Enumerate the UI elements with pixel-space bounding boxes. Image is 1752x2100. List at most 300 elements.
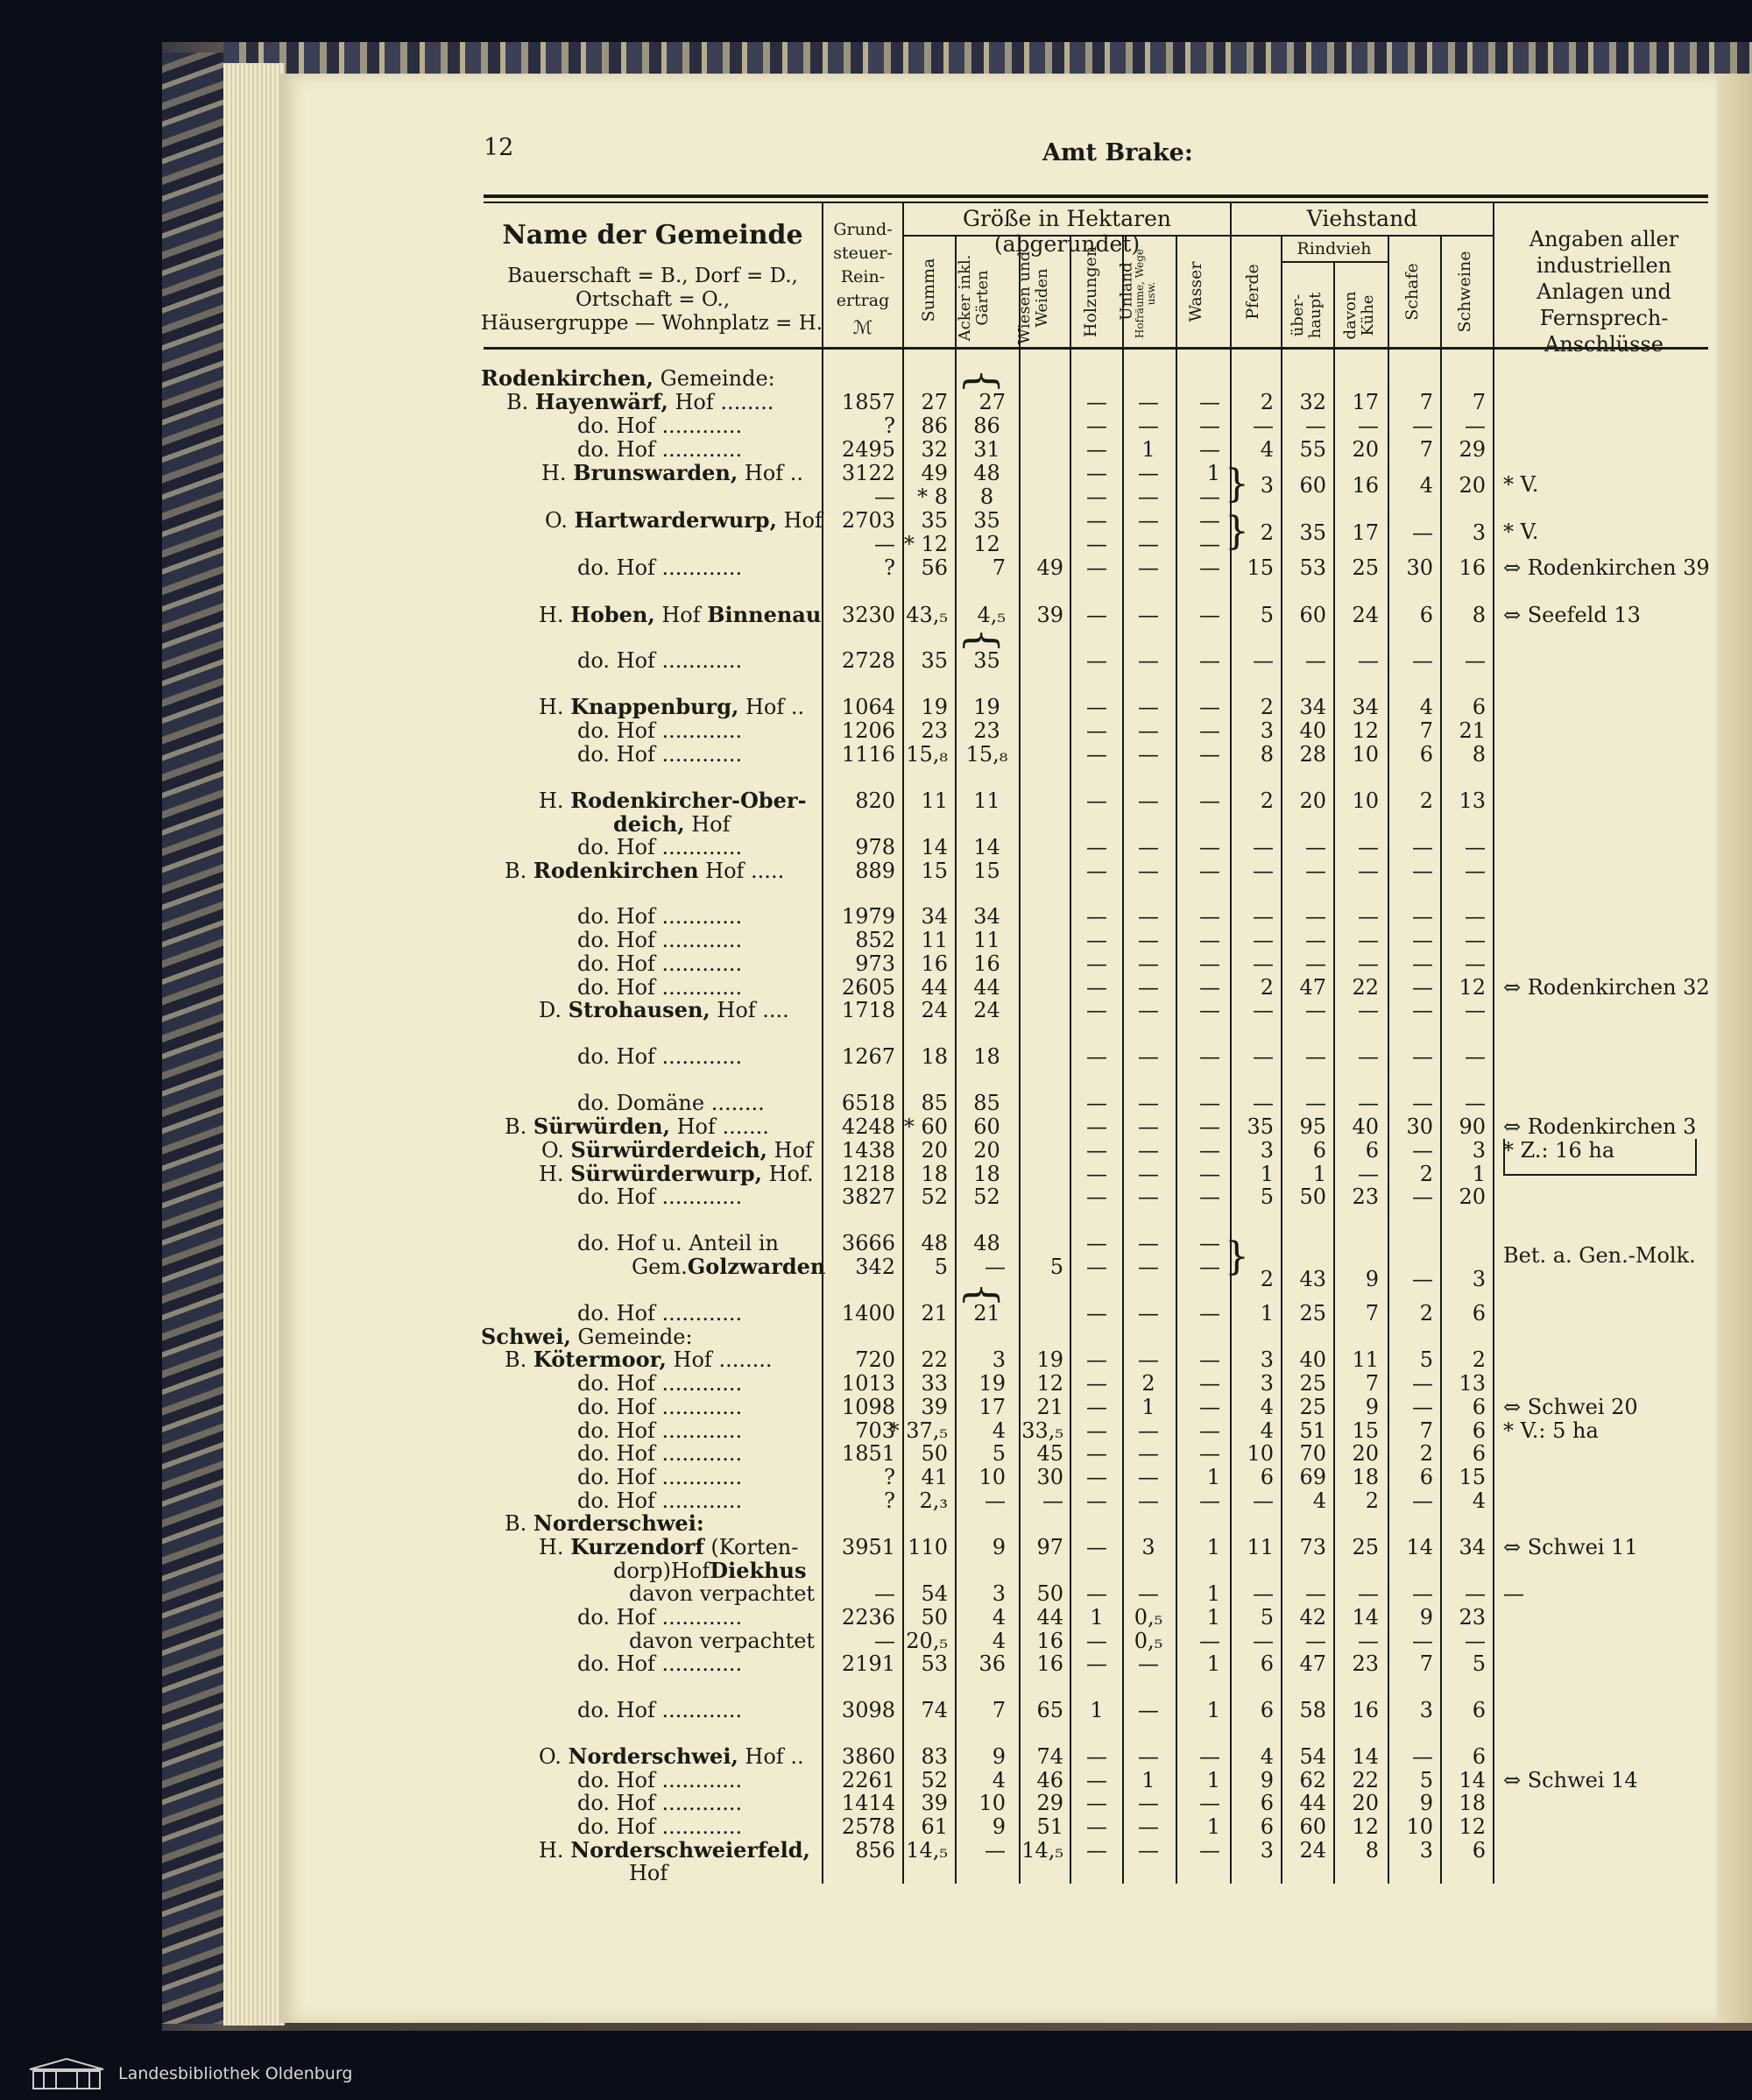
cell-acker: 9 bbox=[992, 1814, 1006, 1839]
cell-summa: 15 bbox=[921, 859, 948, 883]
cell-holzungen: — bbox=[1086, 437, 1107, 462]
cell-schafe: 3 bbox=[1419, 1698, 1433, 1722]
row-name-part: Gem. bbox=[632, 1255, 688, 1279]
row-name-part: deich, bbox=[613, 811, 685, 837]
header-unland: Unland bbox=[1117, 262, 1136, 321]
cell-kuehe: — bbox=[1358, 1629, 1379, 1653]
row-name-part: B. bbox=[506, 390, 535, 414]
cell-grundsteuer: 1013 bbox=[841, 1371, 895, 1396]
cell-acker: 4 bbox=[992, 1629, 1006, 1653]
cell-pferde: — bbox=[1253, 835, 1274, 859]
cell-schweine: 13 bbox=[1459, 1371, 1486, 1396]
row-name-part: do. Hof ............ bbox=[577, 1044, 743, 1069]
cell-kuehe: 7 bbox=[1365, 1301, 1379, 1326]
cell-pferde: — bbox=[1253, 951, 1274, 976]
row-name-28 bbox=[577, 1185, 742, 1208]
header-acker: Acker inkl. Gärten bbox=[956, 254, 992, 342]
brace-golzwarden: } bbox=[1225, 1234, 1249, 1279]
cell-wasser: — bbox=[1199, 1114, 1220, 1139]
cell-summa: 49 bbox=[921, 461, 948, 485]
row-name-part: H. bbox=[541, 461, 574, 485]
cell-pferde: 3 bbox=[1260, 718, 1274, 743]
cell-summa: 39 bbox=[921, 1395, 948, 1419]
row-name-part: do. Hof ............ bbox=[577, 1441, 743, 1466]
cell-pferde: 8 bbox=[1260, 742, 1274, 767]
cell-kuehe: 20 bbox=[1352, 1791, 1379, 1815]
cell-unland: — bbox=[1138, 835, 1159, 859]
cell-grundsteuer: 889 bbox=[855, 859, 895, 883]
cell-pferde: 3 bbox=[1260, 1838, 1274, 1863]
cell-summa: 15,₈ bbox=[906, 742, 948, 767]
cell-holzungen: — bbox=[1086, 1347, 1107, 1372]
row-name-part: Hayenwärf, bbox=[534, 389, 668, 414]
header-schweine: Schweine bbox=[1455, 251, 1474, 333]
cell-grundsteuer: 1438 bbox=[841, 1138, 895, 1163]
cell-kuehe: 17 bbox=[1352, 390, 1379, 414]
cell-summa: 16 bbox=[921, 951, 948, 976]
cell-wiesen: 49 bbox=[1036, 555, 1063, 580]
row-name-15 bbox=[613, 813, 730, 836]
cell-holzungen: — bbox=[1086, 998, 1107, 1022]
row-name-52 bbox=[539, 1839, 810, 1862]
cell-pferde: 4 bbox=[1260, 1395, 1274, 1419]
cell-pferde: — bbox=[1253, 1044, 1274, 1069]
row-name-part: do. Hof ............ bbox=[577, 1605, 743, 1630]
row-name-part: Hof .... bbox=[710, 998, 789, 1022]
cell-schweine: — bbox=[1465, 1629, 1486, 1653]
cell-holzungen: — bbox=[1086, 1581, 1107, 1606]
cell-schweine: 3 bbox=[1472, 1138, 1486, 1163]
cell-acker: 23 bbox=[973, 718, 1000, 743]
cell-kuehe: 12 bbox=[1352, 718, 1379, 743]
cell-grundsteuer: 1064 bbox=[841, 695, 895, 719]
cell-unland: — bbox=[1138, 1744, 1159, 1769]
row-name-29 bbox=[577, 1232, 779, 1255]
header-unland-sub: Hofräume, Wege usw. bbox=[1134, 248, 1157, 339]
cell-schafe: 10 bbox=[1406, 1814, 1433, 1839]
cell-unland: 0,₅ bbox=[1134, 1605, 1163, 1630]
cell-holzungen: — bbox=[1086, 951, 1107, 976]
brace-merged-2: { bbox=[959, 627, 1007, 654]
note-0: * V. bbox=[1503, 472, 1539, 497]
cell-summa: 61 bbox=[921, 1814, 948, 1839]
cell-schafe: 9 bbox=[1419, 1605, 1433, 1630]
cell-acker: 52 bbox=[973, 1184, 1000, 1209]
cell-wasser: — bbox=[1199, 1091, 1220, 1115]
cell-unland: — bbox=[1138, 928, 1159, 952]
cell-summa: 54 bbox=[921, 1581, 948, 1606]
cell-kuehe: 24 bbox=[1352, 603, 1379, 627]
cell-holzungen: — bbox=[1086, 859, 1107, 883]
cell-schafe: — bbox=[1412, 520, 1433, 545]
cell-schweine: 6 bbox=[1472, 1441, 1486, 1466]
cell-grundsteuer: 3951 bbox=[841, 1535, 895, 1559]
row-name-part: B. bbox=[505, 1114, 533, 1139]
cell-kuehe: — bbox=[1358, 998, 1379, 1022]
cell-holzungen: — bbox=[1086, 1044, 1107, 1069]
cell-schafe: 6 bbox=[1419, 603, 1433, 627]
cell-wiesen: 21 bbox=[1036, 1395, 1063, 1419]
cell-wasser: — bbox=[1199, 1044, 1220, 1069]
cell-acker: — bbox=[985, 1838, 1006, 1863]
cell-schweine: 2 bbox=[1472, 1347, 1486, 1372]
row-name-part: Binnenau bbox=[707, 602, 822, 627]
row-name-part: do. Hof u. Anteil in bbox=[577, 1231, 780, 1255]
cell-wasser: 1 bbox=[1206, 1651, 1220, 1676]
row-name-31 bbox=[577, 1302, 742, 1325]
cell-unland: — bbox=[1138, 1441, 1159, 1466]
cell-unland: — bbox=[1138, 555, 1159, 580]
cell-unland: — bbox=[1138, 975, 1159, 1000]
row-name-part: Brunswarden, bbox=[573, 460, 738, 485]
cell-rindvieh: 24 bbox=[1299, 1838, 1326, 1863]
cell-pferde: 1 bbox=[1260, 1162, 1274, 1186]
cell-schafe: 4 bbox=[1419, 473, 1433, 498]
header-wasser: Wasser bbox=[1186, 261, 1205, 322]
cell-rindvieh: 32 bbox=[1299, 390, 1326, 414]
cell-grundsteuer: ? bbox=[884, 1488, 895, 1513]
cell-holzungen: — bbox=[1086, 1231, 1107, 1255]
cell-schafe: — bbox=[1412, 1044, 1433, 1069]
cell-schweine: — bbox=[1465, 904, 1486, 929]
cell-holzungen: — bbox=[1086, 1395, 1107, 1419]
cell-schafe: — bbox=[1412, 1629, 1433, 1653]
row-name-part: do. Hof ............ bbox=[577, 928, 743, 952]
cell-acker: 4 bbox=[992, 1768, 1006, 1792]
cell-grundsteuer: 3666 bbox=[841, 1231, 895, 1255]
row-name-part: do. Hof ............ bbox=[577, 1651, 743, 1676]
cell-summa: 53 bbox=[921, 1651, 948, 1676]
brace-merged-top: { bbox=[959, 368, 1007, 394]
cell-wasser: 1 bbox=[1206, 1698, 1220, 1722]
cell-grundsteuer: 342 bbox=[855, 1255, 895, 1279]
cell-acker: 86 bbox=[973, 414, 1000, 438]
header-ueberhaupt: über- haupt bbox=[1289, 292, 1325, 339]
top-rule-thin bbox=[484, 202, 1708, 203]
cell-schafe: 30 bbox=[1406, 1114, 1433, 1139]
cell-unland: 1 bbox=[1141, 1768, 1155, 1792]
cell-acker: 48 bbox=[973, 461, 1000, 485]
cell-holzungen: — bbox=[1086, 1301, 1107, 1326]
header-holzungen: Holzungen bbox=[1081, 245, 1100, 338]
cell-holzungen: — bbox=[1086, 1629, 1107, 1653]
cell-summa: 110 bbox=[908, 1535, 948, 1559]
cell-wiesen: — bbox=[1042, 1488, 1063, 1513]
cell-summa: 83 bbox=[921, 1744, 948, 1769]
cell-wasser: — bbox=[1199, 788, 1220, 813]
cell-holzungen: — bbox=[1086, 414, 1107, 438]
cell-schweine: 18 bbox=[1459, 1791, 1486, 1815]
cell-rindvieh: 6 bbox=[1312, 1138, 1326, 1163]
cell-summa: 20 bbox=[921, 1138, 948, 1163]
cell-holzungen: — bbox=[1086, 695, 1107, 719]
row-name-part: Gemeinde: bbox=[653, 366, 775, 391]
cell-rindvieh: 40 bbox=[1299, 1347, 1326, 1372]
cell-schafe: — bbox=[1412, 1267, 1433, 1291]
row-name-part: do. Hof ............ bbox=[577, 1698, 743, 1722]
cell-wasser: 1 bbox=[1206, 1535, 1220, 1559]
row-name-23 bbox=[577, 1045, 742, 1068]
cell-rindvieh: 58 bbox=[1299, 1698, 1326, 1722]
cell-unland: — bbox=[1138, 1184, 1159, 1209]
cell-summa: * 8 bbox=[917, 484, 948, 509]
cell-wasser: — bbox=[1199, 1418, 1220, 1443]
cell-acker: 44 bbox=[973, 975, 1000, 1000]
cell-rindvieh: 95 bbox=[1299, 1114, 1326, 1139]
row-name-11 bbox=[539, 696, 804, 718]
row-name-3 bbox=[577, 438, 742, 461]
cell-summa: 52 bbox=[921, 1184, 948, 1209]
cell-acker: 3 bbox=[992, 1347, 1006, 1372]
cell-unland: — bbox=[1138, 1044, 1159, 1069]
cell-kuehe: 10 bbox=[1352, 788, 1379, 813]
cell-kuehe: — bbox=[1358, 904, 1379, 929]
cell-unland: — bbox=[1138, 390, 1159, 414]
cell-wasser: — bbox=[1199, 1744, 1220, 1769]
header-summa: Summa bbox=[919, 258, 938, 322]
cell-schafe: 2 bbox=[1419, 1441, 1433, 1466]
cell-schafe: — bbox=[1412, 1138, 1433, 1163]
cell-summa: 35 bbox=[921, 508, 948, 533]
cell-holzungen: — bbox=[1086, 1091, 1107, 1115]
header-name-title: Name der Gemeinde bbox=[502, 220, 803, 251]
cell-kuehe: 22 bbox=[1352, 1768, 1379, 1792]
row-name-part: do. Hof ............ bbox=[577, 1301, 743, 1326]
cell-pferde: 2 bbox=[1260, 390, 1274, 414]
row-name-part: H. bbox=[539, 695, 571, 719]
row-name-26 bbox=[541, 1139, 813, 1162]
cell-holzungen: — bbox=[1086, 904, 1107, 929]
row-name-16 bbox=[577, 836, 742, 859]
cell-kuehe: — bbox=[1358, 1091, 1379, 1115]
cell-grundsteuer: 973 bbox=[855, 951, 895, 976]
page-right-edge bbox=[1717, 74, 1752, 2023]
cell-pferde: — bbox=[1253, 414, 1274, 438]
cell-pferde: — bbox=[1253, 859, 1274, 883]
cell-kuehe: 16 bbox=[1352, 473, 1379, 498]
cell-schafe: — bbox=[1412, 1744, 1433, 1769]
cell-pferde: 6 bbox=[1260, 1698, 1274, 1722]
cell-holzungen: — bbox=[1086, 1255, 1107, 1279]
cell-pferde: 4 bbox=[1260, 1418, 1274, 1443]
cell-kuehe: 17 bbox=[1352, 520, 1379, 545]
row-name-part: davon verpachtet bbox=[629, 1581, 816, 1606]
row-name-49 bbox=[577, 1769, 742, 1792]
cell-holzungen: — bbox=[1086, 718, 1107, 743]
cell-wasser: — bbox=[1199, 1162, 1220, 1186]
page-number: 12 bbox=[484, 134, 514, 161]
row-name-part: Knappenburg, bbox=[570, 694, 739, 719]
col-divider-grund bbox=[822, 202, 823, 1884]
cell-summa: 18 bbox=[921, 1044, 948, 1069]
row-name-part: Hof bbox=[629, 1861, 668, 1885]
cell-wiesen: 50 bbox=[1036, 1581, 1063, 1606]
cell-unland: — bbox=[1138, 1138, 1159, 1163]
cell-rindvieh: 47 bbox=[1299, 975, 1326, 1000]
cell-wasser: — bbox=[1199, 555, 1220, 580]
row-name-17 bbox=[505, 859, 784, 882]
cell-pferde: 3 bbox=[1260, 1138, 1274, 1163]
row-name-24 bbox=[577, 1092, 765, 1114]
cell-wasser: — bbox=[1199, 928, 1220, 952]
cell-wasser: — bbox=[1199, 390, 1220, 414]
cell-wiesen: 16 bbox=[1036, 1651, 1063, 1676]
cell-summa: 34 bbox=[921, 904, 948, 929]
cell-schafe: — bbox=[1412, 835, 1433, 859]
cell-schweine: 15 bbox=[1459, 1465, 1486, 1489]
row-name-part: Sürwürderdeich, bbox=[570, 1137, 767, 1163]
cell-kuehe: — bbox=[1358, 648, 1379, 673]
cell-unland: — bbox=[1138, 648, 1159, 673]
row-name-12 bbox=[577, 719, 742, 742]
cell-wasser: — bbox=[1199, 1347, 1220, 1372]
cell-kuehe: 25 bbox=[1352, 555, 1379, 580]
cell-wasser: — bbox=[1199, 508, 1220, 533]
cell-kuehe: — bbox=[1358, 928, 1379, 952]
cell-wiesen: 39 bbox=[1036, 603, 1063, 627]
cell-unland: — bbox=[1138, 532, 1159, 556]
header-name-sub2: Ortschaft = O., bbox=[575, 288, 731, 311]
row-name-part: Rodenkirchen, bbox=[481, 365, 653, 391]
cell-wasser: — bbox=[1199, 859, 1220, 883]
cell-kuehe: 22 bbox=[1352, 975, 1379, 1000]
cell-schafe: 5 bbox=[1419, 1768, 1433, 1792]
header-grund: Grund- bbox=[833, 220, 893, 239]
cell-acker: 8 bbox=[979, 484, 994, 509]
library-logo-icon bbox=[26, 2057, 107, 2092]
cell-pferde: 6 bbox=[1260, 1465, 1274, 1489]
cell-acker: 19 bbox=[973, 695, 1000, 719]
header-name-sub3: Häusergruppe — Wohnplatz = H. bbox=[480, 312, 823, 335]
cell-unland: — bbox=[1138, 603, 1159, 627]
cell-rindvieh: 54 bbox=[1299, 1744, 1326, 1769]
rindvieh-subrule bbox=[1281, 261, 1388, 263]
cell-rindvieh: — bbox=[1305, 1629, 1326, 1653]
note-5: ⇔ Rodenkirchen 3 bbox=[1503, 1114, 1697, 1139]
cell-pferde: 6 bbox=[1260, 1814, 1274, 1839]
cell-pferde: 10 bbox=[1247, 1441, 1274, 1466]
row-name-part: O. bbox=[545, 508, 575, 533]
cell-kuehe: 8 bbox=[1365, 1838, 1379, 1863]
cell-wasser: 1 bbox=[1206, 1814, 1220, 1839]
row-name-51 bbox=[577, 1815, 742, 1838]
cell-acker: 5 bbox=[992, 1441, 1006, 1466]
row-name-14 bbox=[539, 789, 807, 812]
row-name-part: Kurzendorf bbox=[570, 1534, 704, 1559]
cell-pferde: — bbox=[1253, 1581, 1274, 1606]
note-11: — bbox=[1503, 1581, 1524, 1606]
cell-schweine: 14 bbox=[1459, 1768, 1486, 1792]
cell-schafe: 9 bbox=[1419, 1791, 1433, 1815]
header-groesse: Größe in Hektaren (abgerundet) bbox=[962, 206, 1171, 257]
cell-pferde: 2 bbox=[1260, 788, 1274, 813]
cell-holzungen: — bbox=[1086, 1791, 1107, 1815]
cell-schweine: 5 bbox=[1472, 1651, 1486, 1676]
note-2: ⇔ Rodenkirchen 39 bbox=[1503, 555, 1710, 580]
cell-summa: 35 bbox=[921, 648, 948, 673]
cell-summa: 74 bbox=[921, 1698, 948, 1722]
cell-pferde: 3 bbox=[1260, 1347, 1274, 1372]
cell-pferde: 5 bbox=[1260, 1605, 1274, 1630]
cell-grundsteuer: — bbox=[874, 1629, 895, 1653]
cell-schafe: — bbox=[1412, 1581, 1433, 1606]
cell-acker: 31 bbox=[973, 437, 1000, 462]
cell-kuehe: 2 bbox=[1365, 1488, 1379, 1513]
row-name-13 bbox=[577, 743, 742, 766]
cell-holzungen: — bbox=[1086, 603, 1107, 627]
cell-wasser: — bbox=[1199, 718, 1220, 743]
row-name-part: Schwei, bbox=[481, 1324, 571, 1349]
cell-grundsteuer: 6518 bbox=[841, 1091, 895, 1115]
cell-summa: 50 bbox=[921, 1605, 948, 1630]
running-title: Amt Brake: bbox=[1042, 139, 1193, 166]
top-rule bbox=[484, 194, 1708, 198]
row-name-part: do. Hof ............ bbox=[577, 555, 743, 580]
cell-summa: 43,₅ bbox=[906, 603, 948, 627]
cell-pferde: 6 bbox=[1260, 1651, 1274, 1676]
cell-wiesen: 51 bbox=[1036, 1814, 1063, 1839]
cell-rindvieh: 35 bbox=[1299, 520, 1326, 545]
row-name-part: Diekhus bbox=[710, 1558, 807, 1583]
cell-pferde: 2 bbox=[1260, 520, 1274, 545]
header-steuer: steuer- bbox=[833, 244, 893, 263]
cell-kuehe: 18 bbox=[1352, 1465, 1379, 1489]
note-7: Bet. a. Gen.-Molk. bbox=[1503, 1243, 1696, 1268]
cell-wiesen: 29 bbox=[1036, 1791, 1063, 1815]
cell-summa: 18 bbox=[921, 1162, 948, 1186]
row-name-part: O. bbox=[541, 1138, 571, 1163]
cell-rindvieh: 60 bbox=[1299, 473, 1326, 498]
row-name-part: do. Hof ............ bbox=[577, 1465, 743, 1489]
row-name-25 bbox=[505, 1115, 769, 1138]
cell-summa: 14 bbox=[921, 835, 948, 859]
cell-rindvieh: — bbox=[1305, 951, 1326, 976]
cell-schafe: — bbox=[1412, 414, 1433, 438]
row-name-part: Hof .. bbox=[738, 1744, 804, 1769]
cell-grundsteuer: 1718 bbox=[841, 998, 895, 1022]
cell-holzungen: — bbox=[1086, 1371, 1107, 1396]
brace-hartwarder: } bbox=[1225, 509, 1249, 554]
row-name-10 bbox=[577, 649, 742, 672]
cell-rindvieh: 40 bbox=[1299, 718, 1326, 743]
row-name-part: Gemeinde: bbox=[570, 1325, 693, 1349]
row-name-36 bbox=[577, 1419, 742, 1442]
cell-wiesen: 5 bbox=[1049, 1255, 1063, 1279]
cell-schafe: — bbox=[1412, 904, 1433, 929]
cell-acker: 7 bbox=[992, 555, 1006, 580]
cell-grundsteuer: 2578 bbox=[841, 1814, 895, 1839]
cell-summa: 44 bbox=[921, 975, 948, 1000]
row-name-50 bbox=[577, 1792, 742, 1814]
note-6: * Z.: 16 ha bbox=[1503, 1138, 1615, 1163]
cell-kuehe: — bbox=[1358, 951, 1379, 976]
cell-holzungen: — bbox=[1086, 1744, 1107, 1769]
cell-wasser: — bbox=[1199, 998, 1220, 1022]
cell-summa: 23 bbox=[921, 718, 948, 743]
cell-wiesen: 30 bbox=[1036, 1465, 1063, 1489]
cell-acker: 4 bbox=[992, 1605, 1006, 1630]
cell-schafe: — bbox=[1412, 975, 1433, 1000]
cell-unland: — bbox=[1138, 742, 1159, 767]
cell-kuehe: — bbox=[1358, 835, 1379, 859]
cell-acker: 15 bbox=[973, 859, 1000, 883]
cell-wasser: — bbox=[1199, 1838, 1220, 1863]
cell-grundsteuer: 1979 bbox=[841, 904, 895, 929]
cell-unland: — bbox=[1138, 1465, 1159, 1489]
cell-summa: 5 bbox=[934, 1255, 948, 1279]
cell-rindvieh: — bbox=[1305, 1044, 1326, 1069]
cell-schweine: 20 bbox=[1459, 1184, 1486, 1209]
